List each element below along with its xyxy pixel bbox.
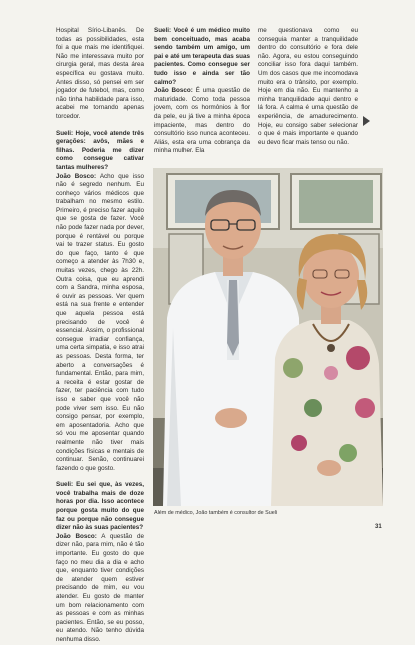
paragraph: Hospital Sírio-Libanês. De todas as possibilidades, esta foi a que mais me identifiquei. Não me interessava muito por cirurgia geral, mas desta área específica eu gostava muito. Antes disso, só pensei em ser jogador de futebol, mas, como não tinha habilidade para isso, acabei me tornando apenas torcedor. <box>56 27 144 120</box>
text-column-2 <box>154 27 250 156</box>
page-number: 31 <box>375 524 382 530</box>
interview-answer <box>56 173 144 474</box>
interview-question: Sueli: Você é um médico muito bem conceituado, mas acaba sendo também um amigo, um pai e até um terapeuta das suas pacientes. Como consegue ser tudo isso e ainda ser tão calmo? <box>154 27 250 86</box>
interview-answer <box>154 87 250 156</box>
interview-question: Sueli: Eu sei que, às vezes, você trabalha mais de doze horas por dia. Isso acontece porque gosta muito do que faz ou porque não consegue dizer não às suas pacientes? <box>56 481 144 532</box>
speaker-name: João Bosco: <box>56 172 97 180</box>
paragraph: me questionava como eu conseguia manter a tranquilidade dentro do consultório e fora dele não. Agora, eu estou conseguindo conciliar isso fora daqui também. Um dos casos que me incomodava muito era o trânsito, por exemplo. Hoje em dia não. Eu mantenho a minha tranquilidade aqui dentro e lá fora. A calma é uma questão de experiência, de amadurecimento. Hoje, eu consigo saber selecionar o que é mais importante e quando eu devo ficar mais tenso ou não. <box>258 27 358 146</box>
answer-text: Acho que isso não é segredo nenhum. Eu conheço vários médicos que trabalham no mesmo estilo. Primeiro, é preciso fazer aquilo que se gosta de fazer. Você não pode fazer nada por dever, porque é rentável ou porque vai te trazer status. Eu gosto do que faço, tanto é que começo a atender às 7h30 e, muitas vezes, chego às 22h. Outra coisa, que eu aprendi com a Sandra, minha esposa, é ouvir as pessoas. Ver quem está na sua frente e entender que aquela pessoa está precisando de você é essencial. Assim, o profissional consegue irradiar confiança, uma certa simpatia, e isso atrai as pessoas. Desta forma, ter aberto a conversações é fundamental. Então, para mim, a receita é estar gostar de fazer, ter paciência com tudo isso e saber que você não pode viver sem isso. Eu não consigo pensar, por exemplo, em aposentadoria. Acho que só vou me aposentar quando realmente não tiver mais condições físicas e mentais de continuar. Senão, continuarei fazendo o que gosto. <box>56 172 144 472</box>
speaker-name: João Bosco: <box>154 87 193 95</box>
interview-answer <box>56 533 144 645</box>
interview-photo <box>153 168 383 506</box>
text-column-1 <box>56 27 144 645</box>
answer-text: É uma questão de maturidade. Como toda pessoa jovem, com os hormônios à flor da pele, eu já tive a minha época impaciente, mas dentro do consultório isso nunca aconteceu. Aliás, esta era uma cobrança da minha mulher. Ela <box>154 87 250 155</box>
speaker-name: João Bosco: <box>56 532 97 540</box>
photo-illustration <box>153 168 383 506</box>
text-column-3 <box>258 27 358 147</box>
continue-arrow-icon <box>363 116 370 126</box>
answer-text: A questão de dizer não, para mim, não é tão importante. Eu gosto do que faço no meu dia a dia e acho que, enquanto tiver condições de atender quem estiver precisando de mim, eu vou atender. Eu gosto de manter um bom relacionamento com as pessoas e com as minhas pacientes. Então, se eu posso, eu atendo. Não tenho dúvida nenhuma disso. <box>56 532 144 643</box>
interview-question: Sueli: Hoje, você atende três gerações: avôs, mães e filhas. Poderia me dizer como consegue cativar tantas mulheres? <box>56 129 144 171</box>
photo-caption: Além de médico, João também é consultor de Sueli <box>154 510 278 516</box>
